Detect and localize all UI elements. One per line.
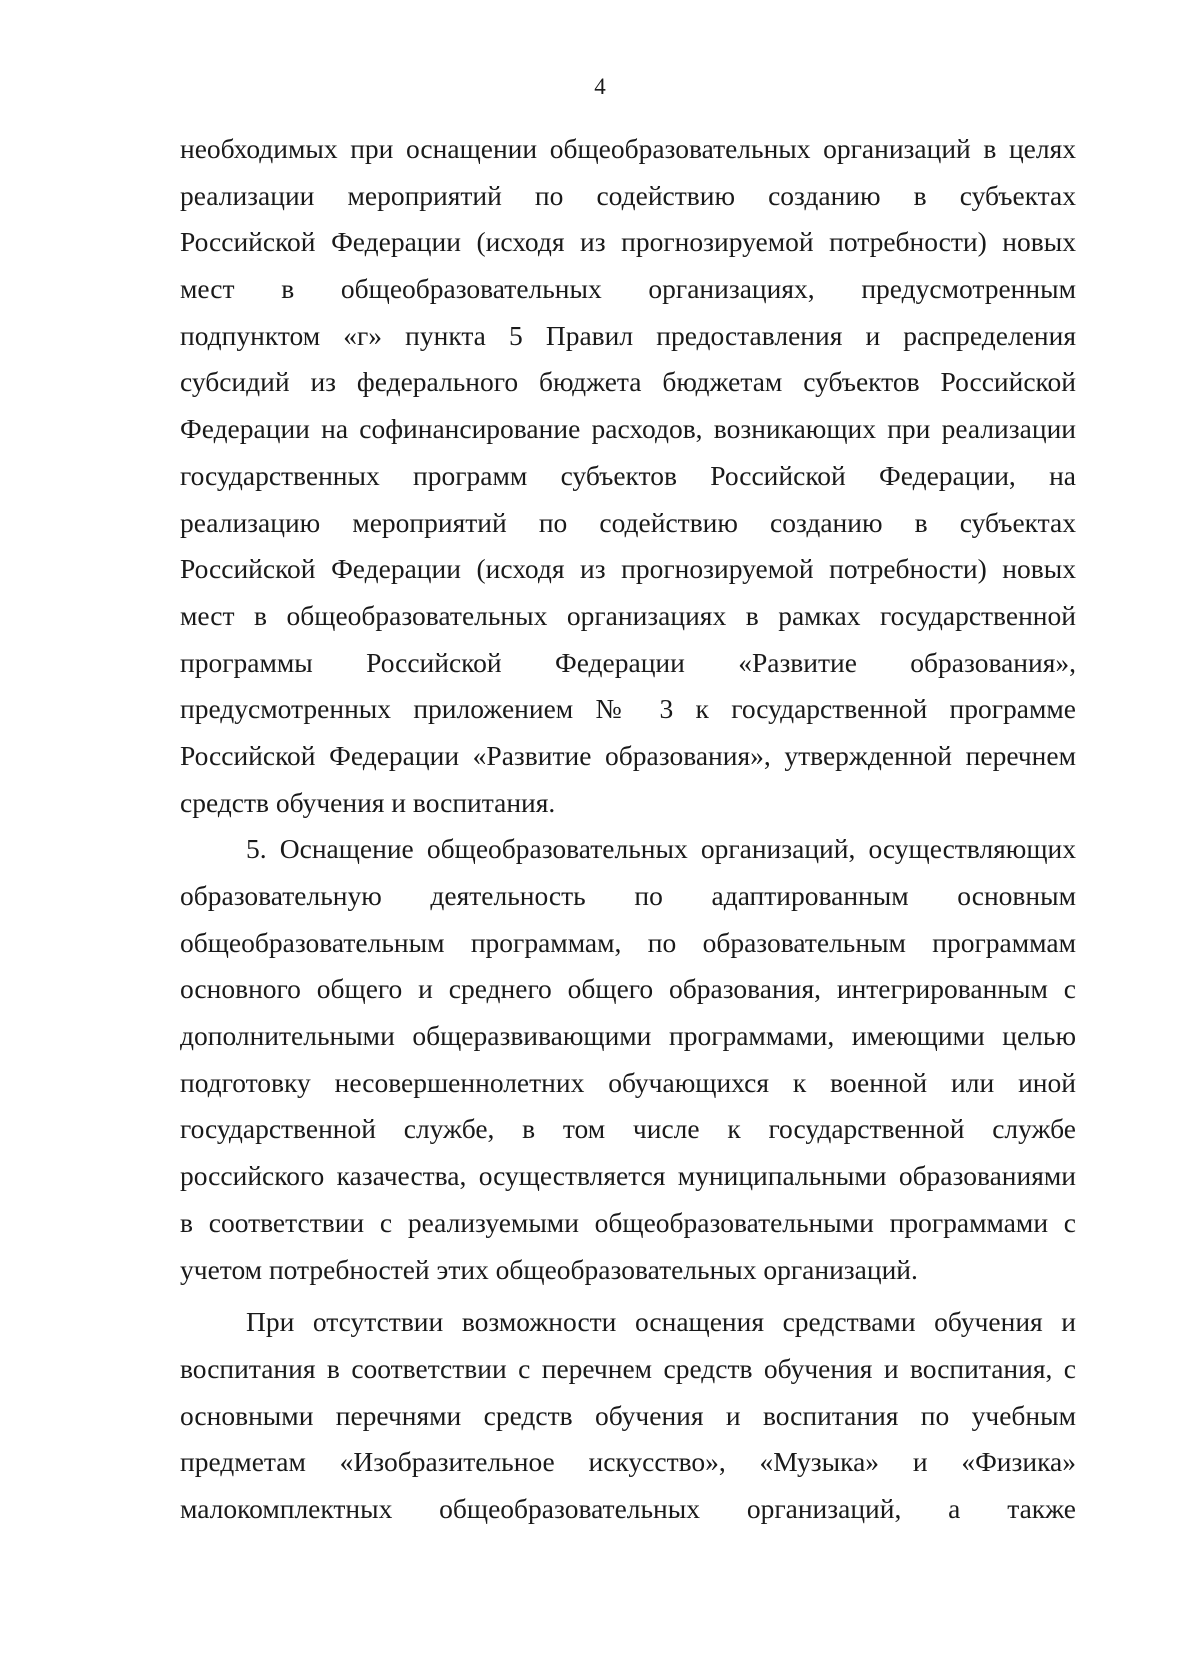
text-line: воспитания в соответствии с перечнем средств обучения и воспитания, с (180, 1352, 1076, 1384)
text-line: реализацию мероприятий по содействию созданию в субъектах (180, 506, 1076, 538)
document-body (180, 126, 1076, 1533)
text-line: Федерации на софинансирование расходов, возникающих при реализации (180, 413, 1076, 445)
text-line: подпунктом «г» пункта 5 Правил предоставления и распределения (180, 319, 1076, 351)
text-line: дополнительными общеразвивающими программами, имеющими целью (180, 1020, 1076, 1052)
text-line: Российской Федерации (исходя из прогнозируемой потребности) новых (180, 226, 1076, 258)
text-line: государственных программ субъектов Российской Федерации, на (180, 459, 1076, 491)
text-line: средств обучения и воспитания. (180, 786, 556, 818)
text-line: субсидий из федерального бюджета бюджетам субъектов Российской (180, 366, 1076, 398)
text-line: мест в общеобразовательных организациях в рамках государственной (180, 599, 1076, 631)
text-line: основного общего и среднего общего образования, интегрированным с (180, 973, 1076, 1005)
paragraph-continuation (180, 126, 1076, 826)
text-line: программы Российской Федерации «Развитие образования», (180, 646, 1076, 678)
text-line: общеобразовательным программам, по образовательным программам (180, 926, 1076, 958)
paragraph-absence-of-equipment (180, 1299, 1076, 1532)
text-line: Российской Федерации «Развитие образования», утвержденной перечнем (180, 739, 1076, 771)
text-line: основными перечнями средств обучения и воспитания по учебным (180, 1399, 1076, 1431)
text-line: необходимых при оснащении общеобразовательных организаций в целях (180, 133, 1076, 164)
text-line: Российской Федерации (исходя из прогнозируемой потребности) новых (180, 553, 1076, 585)
text-line: реализации мероприятий по содействию созданию в субъектах (180, 179, 1076, 211)
text-line: мест в общеобразовательных организациях, предусмотренным (180, 273, 1076, 305)
text-line: российского казачества, осуществляется муниципальными образованиями (180, 1160, 1076, 1192)
text-line: государственной службе, в том числе к государственной службе (180, 1113, 1076, 1145)
text-line: предметам «Изобразительное искусство», «Музыка» и «Физика» (180, 1446, 1076, 1478)
paragraph-item-5 (180, 826, 1076, 1293)
text-line: 5. Оснащение общеобразовательных организаций, осуществляющих (246, 833, 1076, 865)
text-line: образовательную деятельность по адаптированным основным (180, 880, 1076, 911)
text-line: в соответствии с реализуемыми общеобразовательными программами с (180, 1206, 1076, 1238)
text-line: При отсутствии возможности оснащения средствами обучения и (246, 1306, 1076, 1338)
text-line: учетом потребностей этих общеобразовательных организаций. (180, 1253, 918, 1285)
text-line: предусмотренных приложением № 3 к государственной программе (180, 693, 1076, 725)
text-line: подготовку несовершеннолетних обучающихся к военной или иной (180, 1066, 1076, 1098)
page-number: 4 (594, 74, 606, 99)
text-line: малокомплектных общеобразовательных организаций, а также (180, 1492, 1076, 1524)
